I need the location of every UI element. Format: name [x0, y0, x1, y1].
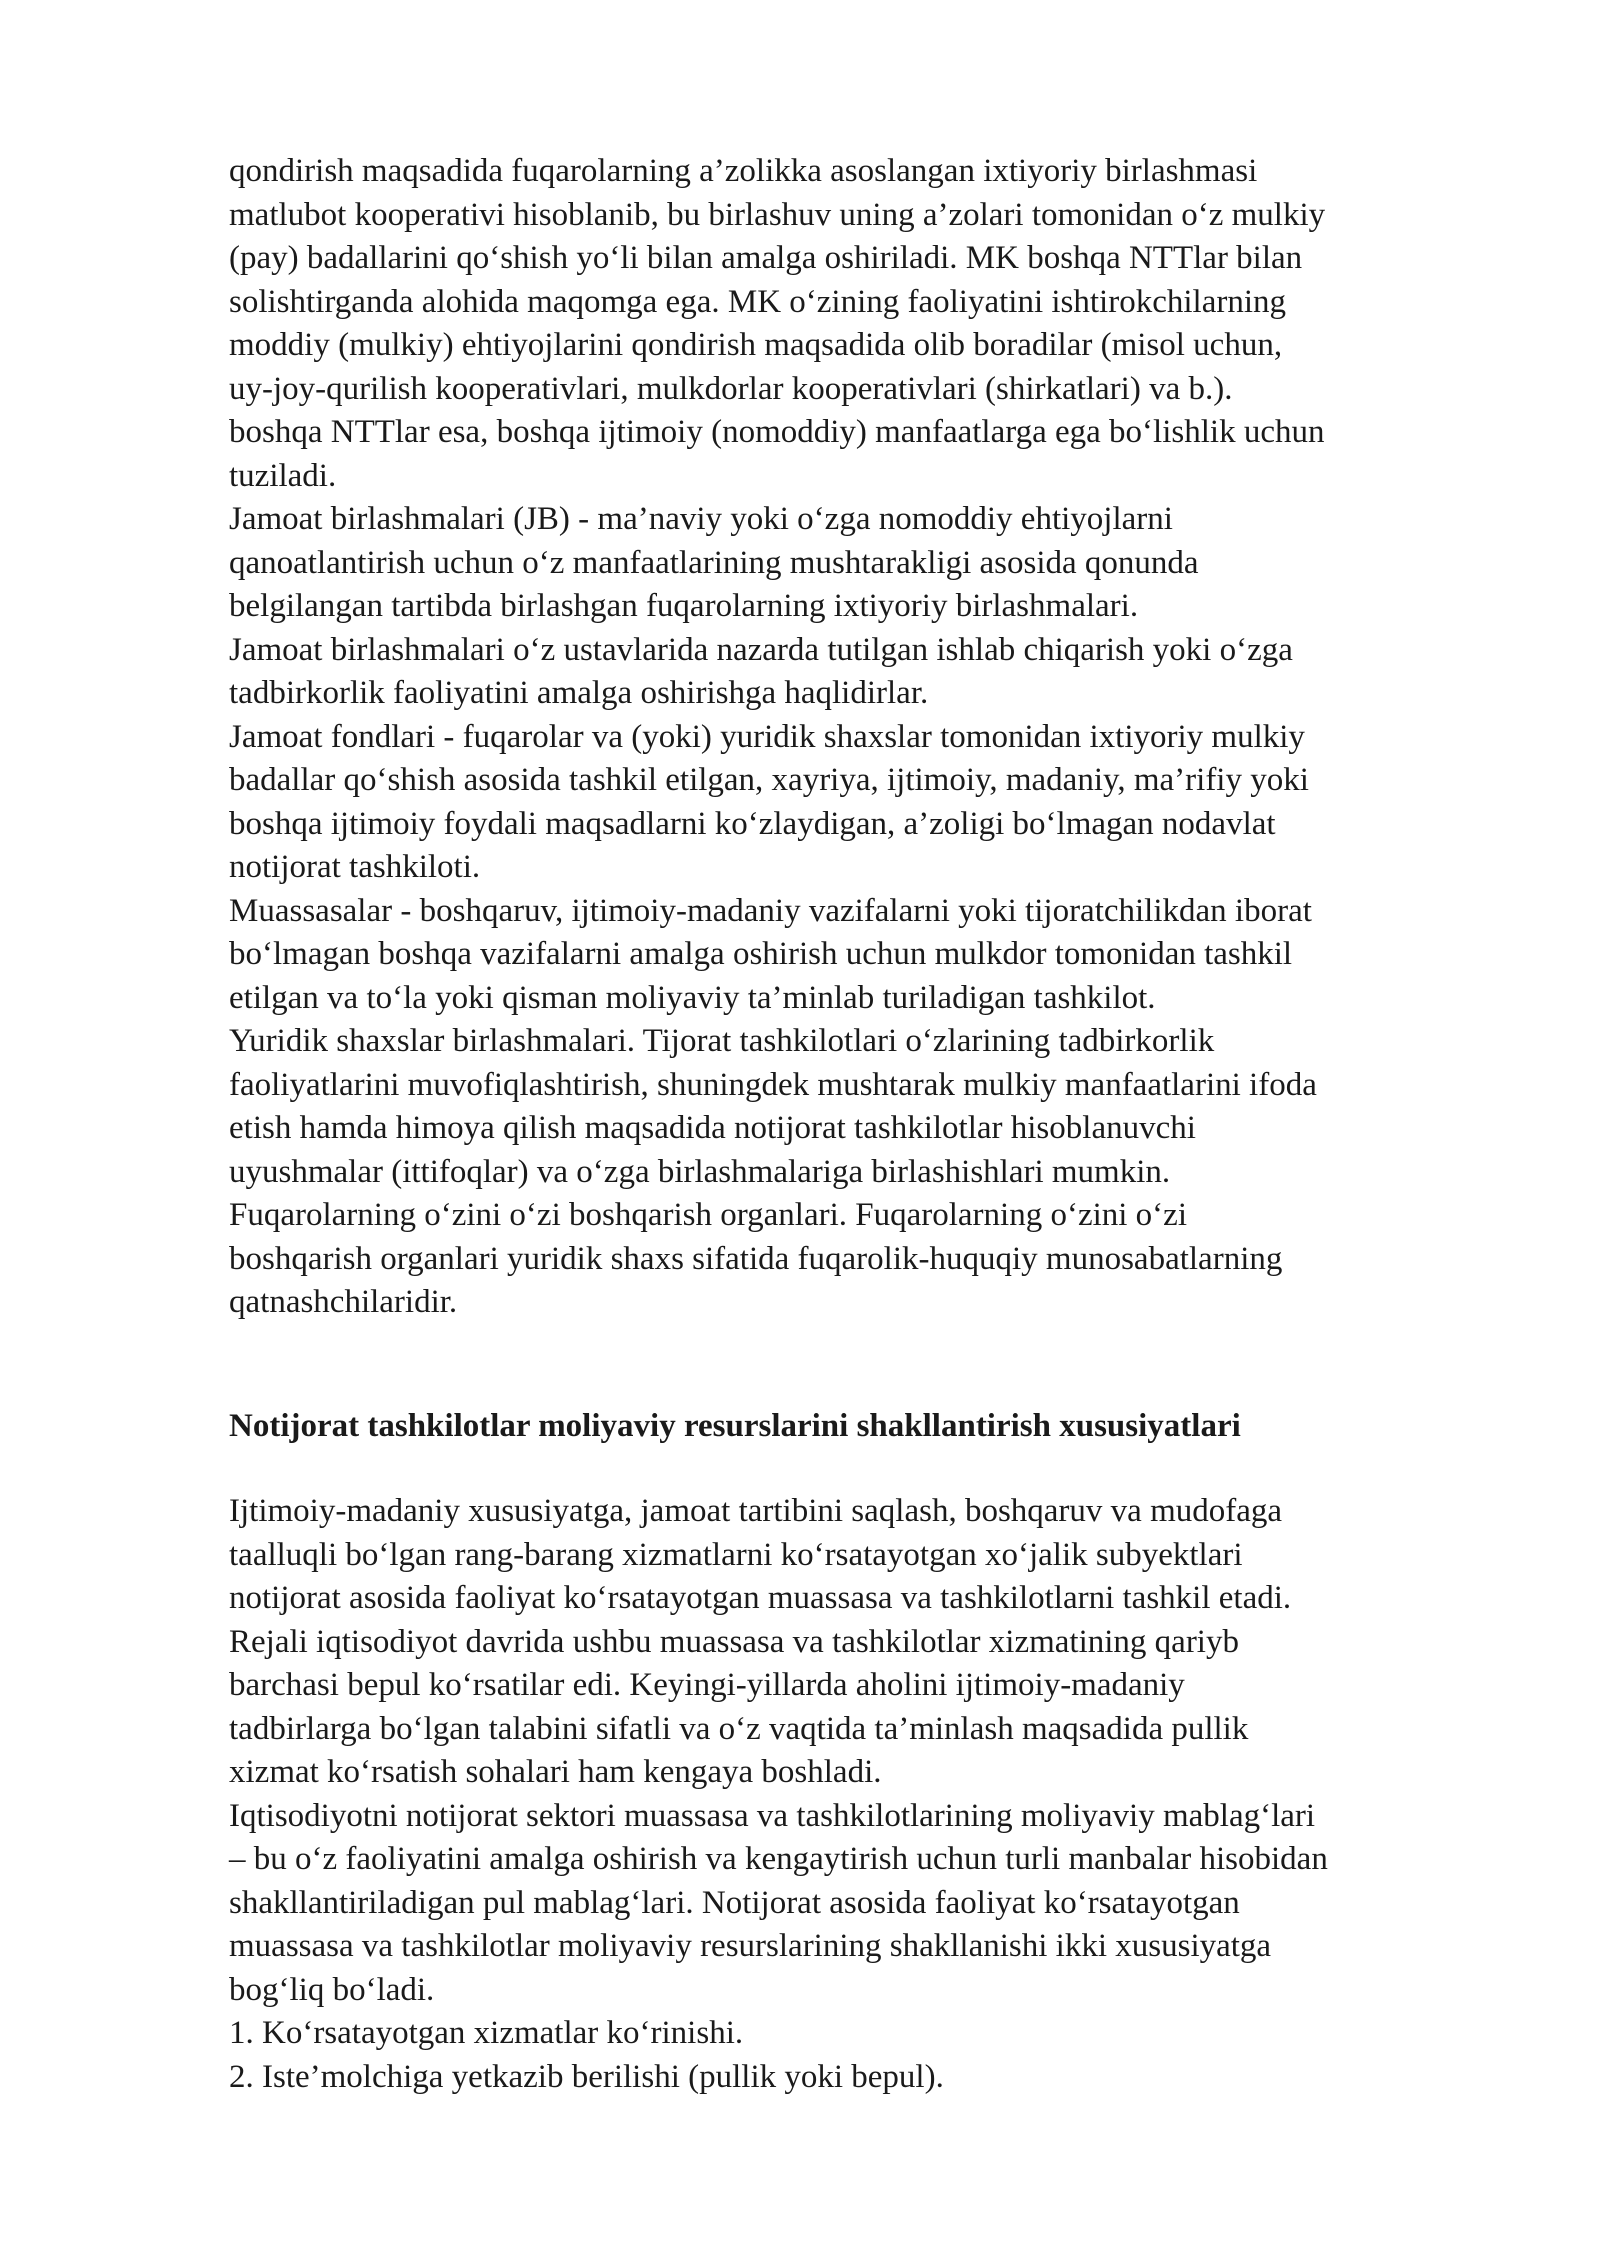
text-line: belgilangan tartibda birlashgan fuqarolarning ixtiyoriy birlashmalari.: [229, 588, 1139, 624]
text-line: etilgan va to‘la yoki qisman moliyaviy ta’minlab turiladigan tashkilot.: [229, 979, 1156, 1016]
text-line: bo‘lmagan boshqa vazifalarni amalga oshirish uchun mulkdor tomonidan tashkil: [229, 936, 1293, 972]
text-line: uyushmalar (ittifoqlar) va o‘zga birlashmalariga birlashishlari mumkin.: [229, 1153, 1171, 1190]
text-line: Yuridik shaxslar birlashmalari. Tijorat tashkilotlari o‘zlarining tadbirkorlik: [229, 1023, 1215, 1059]
text-line: Iqtisodiyotni notijorat sektori muassasa va tashkilotlarining moliyaviy mablag‘lari: [229, 1797, 1316, 1834]
text-line: solishtirganda alohida maqomga ega. MK o‘zining faoliyatini ishtirokchilarning: [229, 283, 1286, 320]
text-line: Ijtimoiy-madaniy xususiyatga, jamoat tartibini saqlash, boshqaruv va mudofaga: [229, 1493, 1283, 1529]
paragraph-ijtimoiy: [229, 1490, 1489, 1795]
text-line: tuziladi.: [229, 457, 337, 494]
text-line: tadbirkorlik faoliyatini amalga oshirishga haqlidirlar.: [229, 675, 929, 711]
text-line: bog‘liq bo‘ladi.: [229, 1971, 435, 2008]
text-line: etish hamda himoya qilish maqsadida notijorat tashkilotlar hisoblanuvchi: [229, 1110, 1196, 1146]
document-page: [229, 150, 1489, 2099]
text-line: Jamoat birlashmalari o‘z ustavlarida nazarda tutilgan ishlab chiqarish yoki o‘zga: [229, 631, 1293, 668]
list-item: 1. Ko‘rsatayotgan xizmatlar ko‘rinishi.: [229, 2015, 744, 2051]
paragraph-jamoat-birlashmalari-ustav: [229, 629, 1489, 716]
numbered-list: [229, 2012, 1489, 2099]
paragraph-muassasalar: [229, 890, 1489, 1021]
text-line: matlubot kooperativi hisoblanib, bu birlashuv uning a’zolari tomonidan o‘z mulkiy: [229, 196, 1326, 233]
text-line: taalluqli bo‘lgan rang-barang xizmatlarni ko‘rsatayotgan xo‘jalik subyektlari: [229, 1536, 1243, 1573]
text-line: uy-joy-qurilish kooperativlari, mulkdorlar kooperativlari (shirkatlari) va b.).: [229, 370, 1233, 407]
list-item: 2. Iste’molchiga yetkazib berilishi (pullik yoki bepul).: [229, 2058, 944, 2095]
text-line: notijorat tashkiloti.: [229, 849, 481, 885]
text-line: Jamoat fondlari - fuqarolar va (yoki) yuridik shaxslar tomonidan ixtiyoriy mulkiy: [229, 718, 1305, 755]
text-line: Muassasalar - boshqaruv, ijtimoiy-madaniy vazifalarni yoki tijoratchilikdan iborat: [229, 892, 1312, 929]
text-line: Fuqarolarning o‘zini o‘zi boshqarish organlari. Fuqarolarning o‘zini o‘zi: [229, 1197, 1187, 1233]
text-line: Jamoat birlashmalari (JB) - ma’naviy yoki o‘zga nomoddiy ehtiyojlarni: [229, 501, 1173, 537]
text-line: boshqa NTTlar esa, boshqa ijtimoiy (nomoddiy) manfaatlarga ega bo‘lishlik uchun: [229, 414, 1325, 450]
paragraph-intro: [229, 150, 1489, 498]
text-line: qatnashchilaridir.: [229, 1284, 458, 1320]
text-line: notijorat asosida faoliyat ko‘rsatayotgan muassasa va tashkilotlarni tashkil etadi.: [229, 1580, 1292, 1616]
paragraph-fuqarolarning-organlari: [229, 1194, 1489, 1325]
section-heading: Notijorat tashkilotlar moliyaviy resurslarini shakllantirish xususiyatlari: [229, 1407, 1241, 1444]
text-line: faoliyatlarini muvofiqlashtirish, shuningdek mushtarak mulkiy manfaatlarini ifoda: [229, 1066, 1317, 1103]
paragraph-iqtisodiyot: [229, 1795, 1489, 2013]
text-line: Rejali iqtisodiyot davrida ushbu muassasa va tashkilotlar xizmatining qariyb: [229, 1623, 1239, 1660]
text-line: moddiy (mulkiy) ehtiyojlarini qondirish maqsadida olib boradilar (misol uchun,: [229, 327, 1283, 363]
text-line: – bu o‘z faoliyatini amalga oshirish va kengaytirish uchun turli manbalar hisobidan: [229, 1841, 1328, 1877]
text-line: tadbirlarga bo‘lgan talabini sifatli va o‘z vaqtida ta’minlash maqsadida pullik: [229, 1710, 1249, 1747]
text-line: qondirish maqsadida fuqarolarning a’zolikka asoslangan ixtiyoriy birlashmasi: [229, 153, 1258, 189]
text-line: shakllantiriladigan pul mablag‘lari. Notijorat asosida faoliyat ko‘rsatayotgan: [229, 1884, 1240, 1921]
text-line: barchasi bepul ko‘rsatilar edi. Keyingi-yillarda aholini ijtimoiy-madaniy: [229, 1667, 1185, 1703]
text-line: boshqa ijtimoiy foydali maqsadlarni ko‘zlaydigan, a’zoligi bo‘lmagan nodavlat: [229, 805, 1276, 842]
text-line: qanoatlantirish uchun o‘z manfaatlarining mushtarakligi asosida qonunda: [229, 544, 1199, 581]
paragraph-jamoat-birlashmalari: [229, 498, 1489, 629]
paragraph-yuridik-shaxslar: [229, 1020, 1489, 1194]
paragraph-jamoat-fondlari: [229, 716, 1489, 890]
text-line: boshqarish organlari yuridik shaxs sifatida fuqarolik-huquqiy munosabatlarning: [229, 1240, 1283, 1277]
text-line: badallar qo‘shish asosida tashkil etilgan, xayriya, ijtimoiy, madaniy, ma’rifiy yoki: [229, 762, 1309, 798]
text-line: (pay) badallarini qo‘shish yo‘li bilan amalga oshiriladi. MK boshqa NTTlar bilan: [229, 240, 1303, 276]
text-line: muassasa va tashkilotlar moliyaviy resurslarining shakllanishi ikki xususiyatga: [229, 1928, 1272, 1964]
text-line: xizmat ko‘rsatish sohalari ham kengaya boshladi.: [229, 1754, 882, 1790]
